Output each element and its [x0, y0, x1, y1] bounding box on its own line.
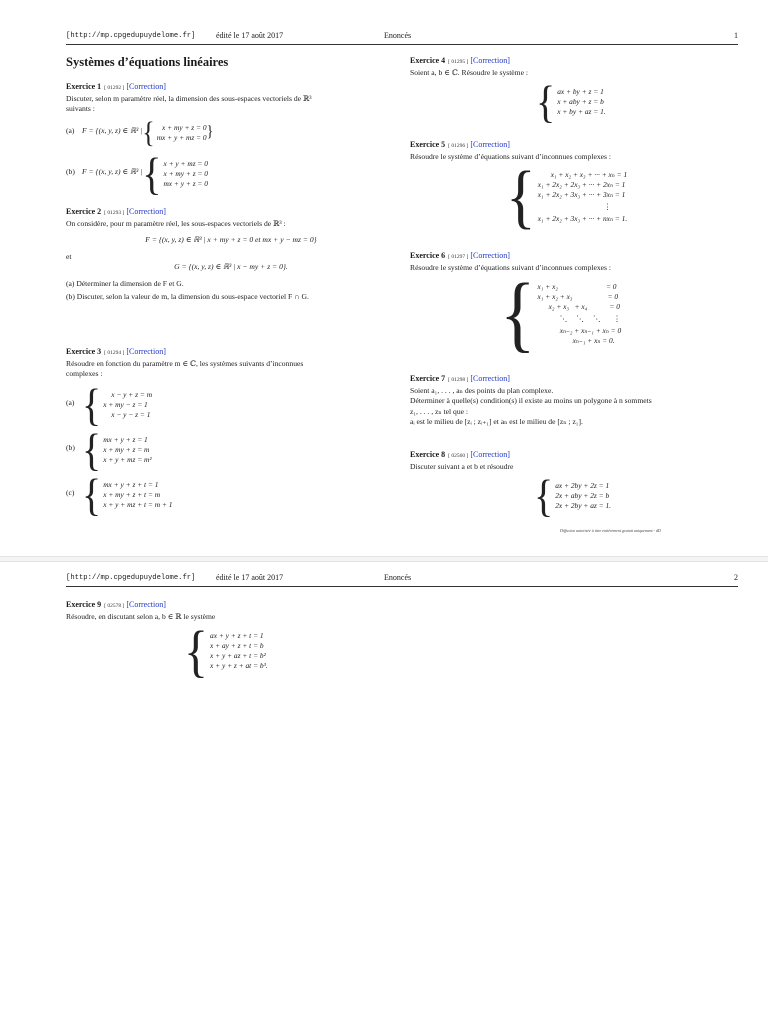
correction-link[interactable]: [Correction]: [470, 374, 510, 383]
set-definition: F = {(x, y, z) ∈ ℝ³ |: [82, 167, 143, 177]
equation: x − y + z = m: [111, 389, 153, 399]
correction-link[interactable]: [Correction]: [126, 82, 166, 91]
item-b: [66, 147, 396, 199]
exercise-text: Résoudre le système d’équations suivant d’inconnues complexes :: [410, 262, 611, 272]
exercise-id: [ 01297 ]: [448, 254, 469, 260]
item-a: [66, 378, 396, 430]
equation: x + my + z = m: [103, 444, 150, 454]
equation: x + y + az + t = b²: [210, 651, 266, 660]
correction-link[interactable]: [Correction]: [470, 56, 510, 65]
exercise-3: [66, 347, 396, 520]
diagonal-ellipsis: ⋱ ⋱ ⋱ ⋮: [537, 314, 621, 323]
exercise-1: [66, 82, 396, 199]
item-label: (a): [66, 398, 75, 408]
exercise-text: aᵢ est le milieu de [zᵢ ; zᵢ₊₁] et aₙ est le milieu de [zₙ ; z₁].: [410, 417, 583, 426]
equation: ax + by + z = 1: [557, 87, 604, 96]
exercise-text: Soient a₁, . . . , aₙ des points du plan complexe.: [410, 385, 554, 395]
equation: 2x + 2by + az = 1.: [555, 501, 612, 510]
equation-system: [82, 468, 173, 520]
exercise-text: z₁, . . . , zₙ tel que :: [410, 406, 469, 416]
equation: x + my + z = 0: [163, 168, 208, 178]
header-section: Enoncés: [384, 31, 412, 40]
vertical-ellipsis: ⋮: [603, 202, 612, 211]
correction-link[interactable]: [Correction]: [126, 207, 166, 216]
correction-link[interactable]: [Correction]: [126, 347, 166, 356]
conjunction: et: [66, 251, 72, 261]
page-number: 1: [734, 31, 738, 40]
exercise-id: [ 01296 ]: [448, 143, 469, 149]
left-brace: {: [184, 618, 208, 684]
header-edited: édité le 17 août 2017: [216, 31, 284, 40]
question-b: (b) Discuter, selon la valeur de m, la dimension du sous-espace vectoriel F ∩ G.: [66, 292, 309, 301]
equation: x + by + az = 1.: [557, 107, 606, 116]
exercise-text: Résoudre, en discutant selon a, b ∈ ℝ le système: [66, 611, 216, 621]
equation-system: [82, 423, 152, 475]
equation-system: [142, 147, 208, 199]
exercise-text: Résoudre le système d’équations suivant d’inconnues complexes :: [410, 151, 611, 161]
item-a: [66, 115, 396, 149]
equation-system: { x + my + z = 0 mx + y + mz = 0 }: [142, 115, 214, 149]
left-brace: {: [500, 266, 536, 362]
left-brace: {: [82, 468, 102, 520]
equation: mx + y + z + t = 1: [103, 479, 159, 489]
page-header: [66, 30, 738, 45]
correction-link[interactable]: [Correction]: [470, 450, 510, 459]
correction-link[interactable]: [Correction]: [470, 251, 510, 260]
left-brace: {: [142, 147, 162, 199]
equation-system: [500, 266, 740, 362]
page-title: Systèmes d’équations linéaires: [66, 55, 229, 69]
equation: x₁ + 2x₂ + 3x₃ + ··· + nxₙ = 1.: [537, 214, 628, 223]
equation: x₁ + 2x₂ + 3x₃ + ··· + 3xₙ = 1: [537, 190, 626, 199]
equation: x₁ + x₂ = 0: [537, 282, 617, 291]
equation: mx + y + mz = 0: [156, 132, 207, 142]
item-label: (c): [66, 488, 75, 498]
correction-link[interactable]: [Correction]: [126, 600, 166, 609]
equation: 2x + aby + 2z = b: [555, 491, 610, 500]
exercise-9: [66, 600, 396, 684]
equation: x₁ + x₂ + x₃ + ··· + xₙ = 1: [550, 170, 628, 179]
exercise-6: [410, 251, 740, 362]
left-brace: {: [142, 115, 155, 149]
exercise-id: [ 01298 ]: [448, 377, 469, 383]
item-c: [66, 468, 396, 520]
exercise-text: complexes :: [66, 369, 103, 378]
equation: x₁ + x₂ + x₃ = 0: [537, 292, 619, 301]
exercise-id: [ 02560 ]: [448, 453, 469, 459]
item-label: (a): [66, 126, 75, 136]
page-2: [0, 562, 768, 1024]
equation: xₙ₋₂ + xₙ₋₁ + xₙ = 0: [537, 326, 622, 335]
exercise-label: Exercice 2: [66, 207, 102, 216]
exercise-id: [ 02578 ]: [104, 603, 125, 609]
equation: x₂ + x₃ + x₄ = 0: [537, 302, 620, 311]
exercise-7: [410, 374, 740, 428]
exercise-label: Exercice 1: [66, 82, 102, 91]
equation: x + y + mz = m²: [103, 454, 152, 464]
exercise-label: Exercice 5: [410, 140, 446, 149]
exercise-2: [66, 207, 396, 303]
equation: x + y + mz + t = m + 1: [103, 499, 173, 509]
exercise-text: suivants :: [66, 104, 95, 113]
equation: mx + y + z = 1: [103, 434, 148, 444]
exercise-id: [ 01294 ]: [104, 350, 125, 356]
exercise-id: [ 01292 ]: [104, 85, 125, 91]
exercise-label: Exercice 3: [66, 347, 102, 356]
equation: x + y + mz = 0: [163, 158, 208, 168]
exercise-4: [410, 56, 740, 128]
set-F-definition: F = {(x, y, z) ∈ ℝ³ | x + my + z = 0 et mx + y − mz = 0}: [145, 235, 317, 244]
exercise-label: Exercice 9: [66, 600, 102, 609]
equation: xₙ₋₁ + xₙ = 0.: [537, 336, 615, 345]
left-brace: {: [82, 378, 102, 430]
item-label: (b): [66, 167, 75, 177]
exercise-label: Exercice 4: [410, 56, 446, 65]
correction-link[interactable]: [Correction]: [470, 140, 510, 149]
item-label: (b): [66, 443, 75, 453]
equation: x + my − z = 1: [103, 399, 148, 409]
equation: x + my + z = 0: [162, 122, 207, 132]
equation: x + ay + z + t = b: [210, 641, 264, 650]
exercise-5: [410, 140, 740, 237]
exercise-label: Exercice 6: [410, 251, 446, 260]
exercise-label: Exercice 8: [410, 450, 446, 459]
equation-system: [534, 469, 740, 522]
equation: x − y − z = 1: [111, 409, 151, 419]
exercise-text: Déterminer à quelle(s) condition(s) il existe au moins un polygone à n sommets: [410, 396, 652, 405]
exercise-text: Résoudre en fonction du paramètre m ∈ ℂ, les systèmes suivants d’inconnues: [66, 358, 304, 368]
equation: x₁ + 2x₂ + 2x₃ + ··· + 2xₙ = 1: [537, 180, 626, 189]
equation-system: [506, 157, 740, 237]
left-brace: {: [536, 75, 556, 128]
equation-system: [82, 378, 153, 430]
set-G-definition: G = {(x, y, z) ∈ ℝ³ | x − my + z = 0}.: [174, 262, 288, 271]
header-url[interactable]: [http://mp.cpgedupuydelome.fr]: [66, 574, 196, 582]
question-a: (a) Déterminer la dimension de F et G.: [66, 278, 184, 288]
page-number: 2: [734, 573, 738, 582]
header-edited: édité le 17 août 2017: [216, 573, 284, 582]
equation-system: [184, 618, 396, 684]
equation: x + y + z + at = b³.: [210, 661, 268, 670]
left-brace: {: [534, 469, 554, 522]
header-url[interactable]: [http://mp.cpgedupuydelome.fr]: [66, 32, 196, 40]
equation: ax + 2by + 2z = 1: [555, 481, 610, 490]
page-header: [66, 572, 738, 587]
exercise-text: Discuter suivant a et b et résoudre: [410, 461, 514, 471]
exercise-id: [ 01293 ]: [104, 210, 125, 216]
exercise-text: Soient a, b ∈ ℂ. Résoudre le système :: [410, 67, 528, 77]
equation: x + my + z + t = m: [103, 489, 161, 499]
equation-system: [536, 75, 740, 128]
equation: mx + y + z = 0: [163, 178, 208, 188]
exercise-8: [410, 450, 740, 522]
left-brace: {: [506, 157, 536, 237]
exercise-label: Exercice 7: [410, 374, 446, 383]
page-footer: Diffusion autorisée à titre entièrement gratuit uniquement - dD: [560, 528, 661, 533]
exercise-text: Discuter, selon m paramètre réel, la dimension des sous-espaces vectoriels de ℝ³: [66, 93, 312, 103]
header-section: Enoncés: [384, 573, 412, 582]
equation: x + aby + z = b: [557, 97, 604, 106]
item-b: [66, 423, 396, 475]
equation: ax + y + z + t = 1: [210, 631, 264, 640]
set-definition: F = {(x, y, z) ∈ ℝ³ |: [82, 126, 143, 136]
left-brace: {: [82, 423, 102, 475]
exercise-id: [ 01295 ]: [448, 59, 469, 65]
exercise-text: On considère, pour m paramètre réel, les sous-espaces vectoriels de ℝ³ :: [66, 218, 286, 228]
